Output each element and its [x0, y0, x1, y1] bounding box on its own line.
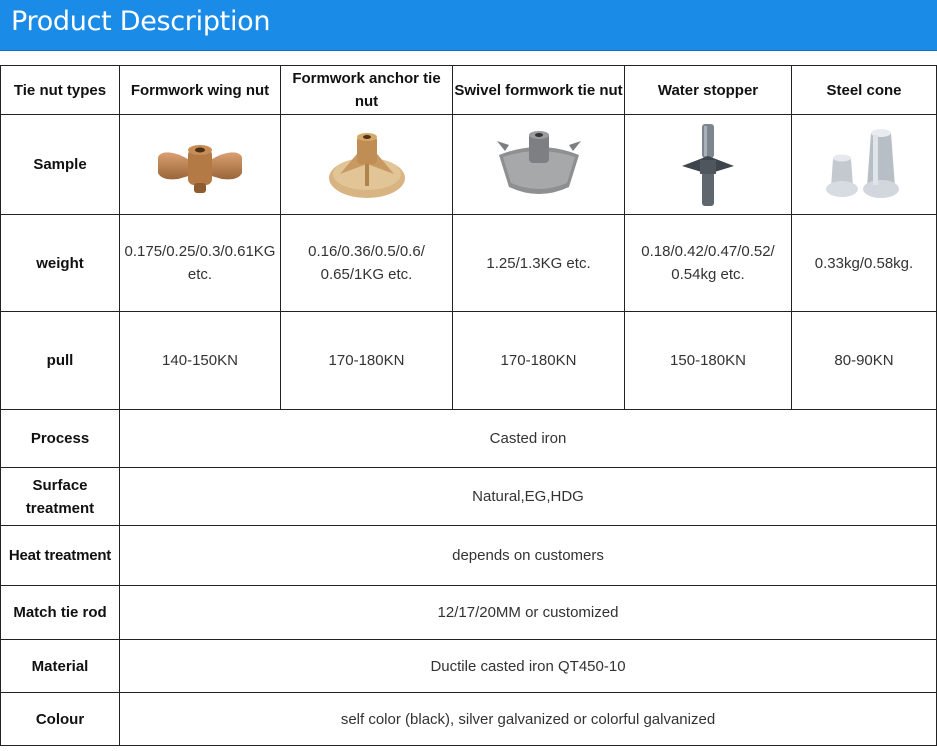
column-header: Formwork wing nut — [120, 66, 281, 115]
table-row — [1, 468, 937, 526]
sample-cell — [792, 115, 937, 215]
sample-cell — [625, 115, 792, 215]
table-cell: 150-180KN — [625, 312, 792, 410]
table-row — [1, 586, 937, 640]
table-row — [1, 115, 937, 215]
table-row — [1, 66, 937, 115]
table-cell: 0.175/0.25/0.3/0.61KG etc. — [120, 215, 281, 312]
column-header: Swivel formwork tie nut — [453, 66, 625, 115]
row-header: Colour — [1, 693, 120, 746]
column-header: Formwork anchor tie nut — [281, 66, 453, 115]
sample-cell — [453, 115, 625, 215]
row-header: Surface treatment — [1, 468, 120, 526]
row-header: Sample — [1, 115, 120, 215]
header-banner — [0, 0, 937, 51]
table-cell: self color (black), silver galvanized or colorful galvanized — [120, 693, 937, 746]
table-cell: Casted iron — [120, 410, 937, 468]
table-row — [1, 312, 937, 410]
table-cell: 0.16/0.36/0.5/0.6/ 0.65/1KG etc. — [281, 215, 453, 312]
page-title: Product Description — [11, 6, 271, 37]
row-header: weight — [1, 215, 120, 312]
table-cell: 0.33kg/0.58kg. — [792, 215, 937, 312]
row-header: Heat treatment — [1, 526, 120, 586]
table-row — [1, 693, 937, 746]
row-header: Process — [1, 410, 120, 468]
table-row — [1, 640, 937, 693]
table-cell: 0.18/0.42/0.47/0.52/ 0.54kg etc. — [625, 215, 792, 312]
swivel-nut-photo — [491, 127, 587, 203]
sample-cell — [281, 115, 453, 215]
table-cell: Ductile casted iron QT450-10 — [120, 640, 937, 693]
table-cell: 80-90KN — [792, 312, 937, 410]
row-header: pull — [1, 312, 120, 410]
table-cell: 12/17/20MM or customized — [120, 586, 937, 640]
corner-header: Tie nut types — [1, 66, 120, 115]
table-cell: 1.25/1.3KG etc. — [453, 215, 625, 312]
row-header: Material — [1, 640, 120, 693]
table-row — [1, 215, 937, 312]
steel-cone-photo — [819, 125, 909, 205]
table-cell: 170-180KN — [453, 312, 625, 410]
anchor-nut-photo — [322, 128, 412, 202]
sample-cell — [120, 115, 281, 215]
wing-nut-photo — [152, 135, 248, 195]
table-row — [1, 526, 937, 586]
table-cell: depends on customers — [120, 526, 937, 586]
table-cell: 140-150KN — [120, 312, 281, 410]
row-header: Match tie rod — [1, 586, 120, 640]
table-row — [1, 410, 937, 468]
table-cell: 170-180KN — [281, 312, 453, 410]
column-header: Water stopper — [625, 66, 792, 115]
table-cell: Natural,EG,HDG — [120, 468, 937, 526]
water-stopper-photo — [678, 120, 738, 210]
column-header: Steel cone — [792, 66, 937, 115]
product-spec-table — [0, 65, 937, 746]
